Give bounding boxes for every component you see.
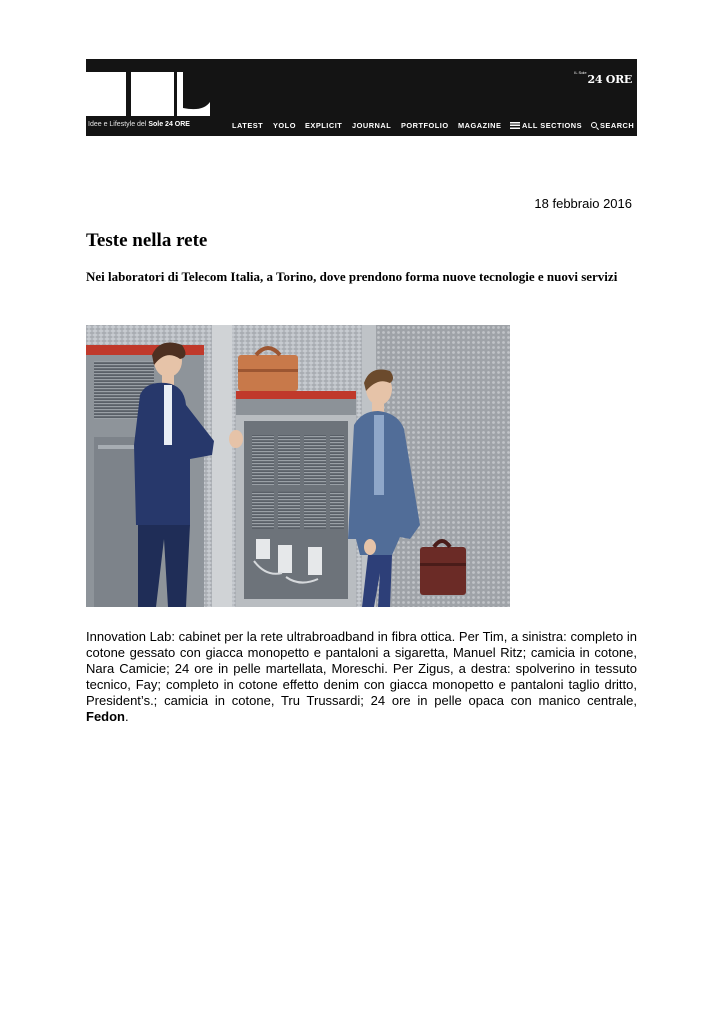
search-icon bbox=[591, 122, 597, 128]
article-subtitle: Nei laboratori di Telecom Italia, a Torino, dove prendono forma nuove tecnologie e nuovi servizi bbox=[86, 269, 618, 284]
search-label: SEARCH bbox=[600, 121, 635, 130]
logo-block-right bbox=[177, 72, 210, 116]
sole24ore-brand[interactable] bbox=[574, 70, 632, 88]
caption-text: Innovation Lab: cabinet per la rete ultrabroadband in fibra ottica. Per Tim, a sinistra: completo in cotone gessato con giacca monopetto e pantaloni a sigaretta, Manuel Ritz; camicia in cotone, Nara Camicie; 24 ore in pelle martellata, Moreschi. Per Zigus, a destra: spolverino in tessuto tecnico, Fay; completo in cotone effetto denim con giacca monopetto e pantaloni taglio dritto, President’s.; camicia in cotone, Tru Trussardi; 24 ore in pelle opaca con manico centrale, bbox=[86, 629, 637, 708]
site-tagline bbox=[88, 121, 190, 128]
article-photo bbox=[86, 325, 510, 607]
brand-name: 24 ORE bbox=[587, 73, 632, 86]
photo-caption bbox=[86, 629, 637, 725]
tagline-brand: Sole 24 ORE bbox=[148, 121, 190, 128]
nav-magazine[interactable]: MAGAZINE bbox=[458, 121, 502, 130]
photo-illustration bbox=[86, 325, 510, 607]
article-title: Teste nella rete bbox=[86, 230, 208, 251]
nav-latest[interactable]: LATEST bbox=[232, 121, 264, 130]
nav-all-sections[interactable] bbox=[510, 121, 582, 130]
caption-end: . bbox=[125, 709, 129, 724]
nav-portfolio[interactable]: PORTFOLIO bbox=[401, 121, 449, 130]
site-logo[interactable] bbox=[86, 72, 210, 116]
caption-brand: Fedon bbox=[86, 709, 125, 724]
nav-yolo[interactable]: YOLO bbox=[273, 121, 296, 130]
nav-journal[interactable]: JOURNAL bbox=[352, 121, 392, 130]
nav-explicit[interactable]: EXPLICIT bbox=[305, 121, 343, 130]
logo-block-left bbox=[86, 72, 126, 116]
nav-search[interactable] bbox=[591, 121, 634, 130]
article-date: 18 febbraio 2016 bbox=[534, 196, 632, 211]
menu-icon bbox=[510, 122, 520, 129]
all-sections-label: ALL SECTIONS bbox=[522, 121, 583, 130]
tagline-text: Idee e Lifestyle del bbox=[88, 121, 147, 128]
logo-block-middle bbox=[131, 72, 174, 116]
site-masthead bbox=[86, 59, 637, 136]
brand-prefix: IL Sole bbox=[574, 70, 587, 75]
